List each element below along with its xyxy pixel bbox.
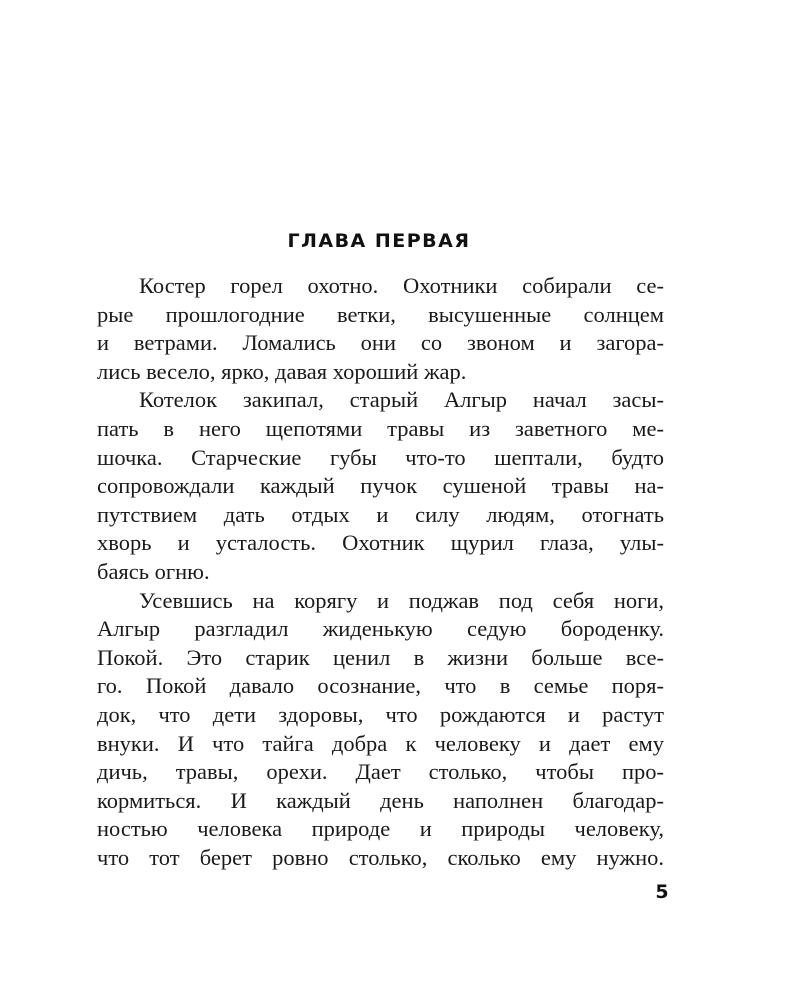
text-line: внуки. И что тайга добра к человеку и дает ему — [97, 730, 664, 756]
text-line: рые прошлогодние ветки, высушенные солнцем — [97, 301, 664, 327]
text-line: хворь и усталость. Охотник щурил глаза, улы- — [97, 530, 664, 556]
text-line: ностью человека природе и природы человеку, — [97, 816, 664, 842]
body-text — [97, 272, 664, 872]
text-line: кормиться. И каждый день наполнен благодар- — [97, 787, 664, 813]
text-line: го. Покой давало осознание, что в семье поря- — [97, 673, 664, 699]
chapter-title: ГЛАВА ПЕРВАЯ — [287, 230, 471, 252]
text-line: Котелок закипал, старый Алгыр начал засы- — [139, 387, 664, 413]
text-line: док, что дети здоровы, что рождаются и растут — [97, 701, 664, 727]
text-line: лись весело, ярко, давая хороший жар. — [97, 358, 467, 384]
text-line: Алгыр разгладил жиденькую седую бороденку. — [97, 616, 664, 642]
text-line: дичь, травы, орехи. Дает столько, чтобы про- — [97, 759, 664, 785]
text-line: сопровождали каждый пучок сушеной травы на- — [97, 473, 664, 499]
text-line: Покой. Это старик ценил в жизни больше все- — [97, 644, 664, 670]
page-number: 5 — [655, 881, 669, 903]
text-line: Усевшись на корягу и поджав под себя ноги, — [139, 587, 664, 613]
text-line: что тот берет ровно столько, сколько ему нужно. — [97, 844, 664, 870]
text-line: баясь огню. — [97, 558, 210, 584]
text-line: пать в него щепотями травы из заветного ме- — [97, 415, 664, 441]
text-line: и ветрами. Ломались они со звоном и загора- — [97, 330, 664, 356]
text-line: Костер горел охотно. Охотники собирали се- — [139, 273, 664, 298]
text-line: путствием дать отдых и силу людям, отогнать — [97, 501, 664, 527]
text-line: шочка. Старческие губы что-то шептали, будто — [97, 444, 664, 470]
